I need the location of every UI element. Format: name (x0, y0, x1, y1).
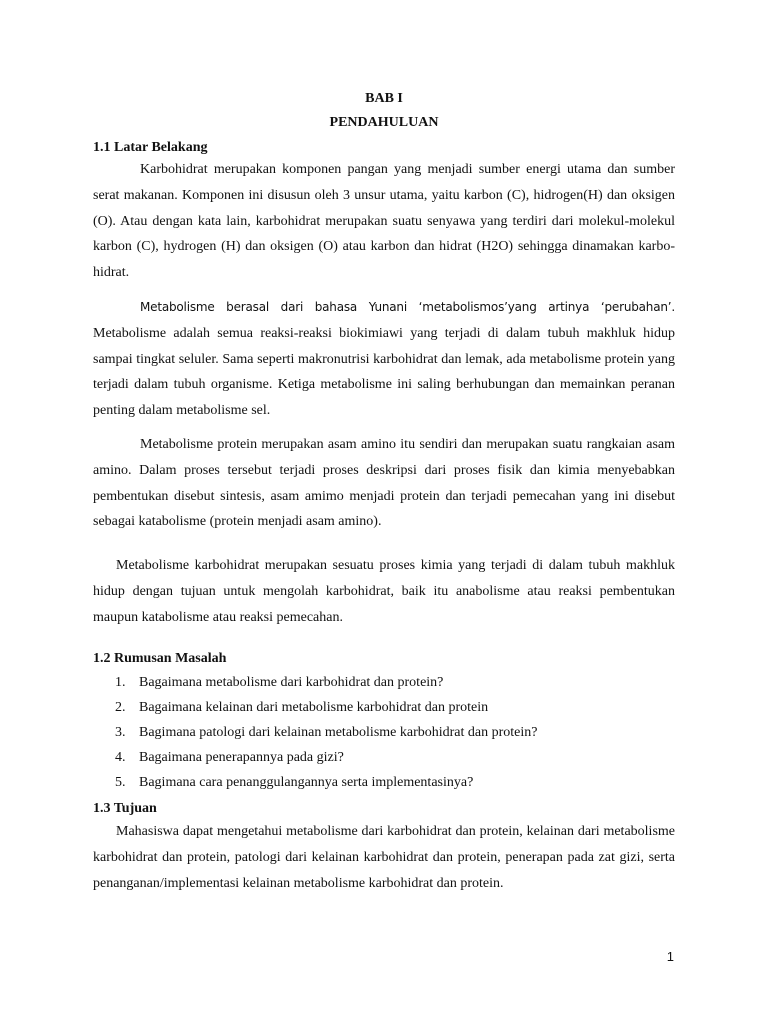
list-item: 1. Bagaimana metabolisme dari karbohidrat dan protein? (115, 675, 444, 690)
paragraph-karbohidrat: Karbohidrat merupakan komponen pangan yang menjadi sumber energi utama dan sumber serat makanan. Komponen ini disusun oleh 3 unsur utama, yaitu karbon (C), hidrogen(H) dan oksigen (O). Atau dengan kata lain, karbohidrat merupakan suatu senyawa yang terdiri dari molekul-molekul karbon (C), hydrogen (H) dan oksigen (O) atau karbon dan hidrat (H2O) sehingga dinamakan karbo-hidrat. (93, 162, 675, 281)
paragraph-metabolisme-karbohidrat: Metabolisme karbohidrat merupakan sesuatu proses kimia yang terjadi di dalam tubuh makhluk hidup dengan tujuan untuk mengolah karbohidrat, baik itu anabolisme atau reaksi pembentukan maupun katabolisme atau reaksi pemecahan. (93, 558, 675, 625)
section-heading-rumusan-masalah: 1.2 Rumusan Masalah (93, 651, 227, 666)
list-item: 4. Bagaimana penerapannya pada gizi? (115, 750, 344, 765)
list-item: 2. Bagaimana kelainan dari metabolisme karbohidrat dan protein (115, 700, 489, 715)
paragraph-metabolisme (93, 295, 675, 424)
paragraph-metabolisme-protein: Metabolisme protein merupakan asam amino itu sendiri dan merupakan suatu rangkaian asam amino. Dalam proses tersebut terjadi proses deskripsi dari proses fisik dan kimia menyebabkan pembentukan disebut sintesis, asam amimo menjadi protein dan terjadi pemecahan yang ini disebut sebagai katabolisme (protein menjadi asam amino). (93, 437, 675, 530)
chapter-number: BAB I (365, 91, 403, 106)
paragraph-tujuan: Mahasiswa dapat mengetahui metabolisme dari karbohidrat dan protein, kelainan dari metabolisme karbohidrat dan protein, patologi dari kelainan karbohidrat dan protein, penerapan pada zat gizi, serta penanganan/implementasi kelainan metabolisme karbohidrat dan protein. (93, 824, 675, 891)
list-item: 3. Bagimana patologi dari kelainan metabolisme karbohidrat dan protein? (115, 725, 538, 740)
paragraph-metabolisme-rest: Metabolisme adalah semua reaksi-reaksi biokimiawi yang terjadi di dalam tubuh makhluk hidup sampai tingkat seluler. Sama seperti makronutrisi karbohidrat dan lemak, ada metabolisme protein yang terjadi dalam tubuh organisme. Ketiga metabolisme ini saling berhubungan dan memainkan peranan penting dalam metabolisme sel. (93, 325, 675, 419)
list-item: 5. Bagimana cara penanggulangannya serta implementasinya? (115, 775, 474, 790)
paragraph-metabolisme-lead: Metabolisme berasal dari bahasa Yunani ‘metabolismos’yang artinya ‘perubahan’. (140, 300, 675, 314)
page-number: 1 (666, 949, 674, 964)
section-heading-tujuan: 1.3 Tujuan (93, 801, 157, 816)
chapter-title: PENDAHULUAN (329, 115, 439, 130)
section-heading-latar-belakang: 1.1 Latar Belakang (93, 140, 208, 155)
